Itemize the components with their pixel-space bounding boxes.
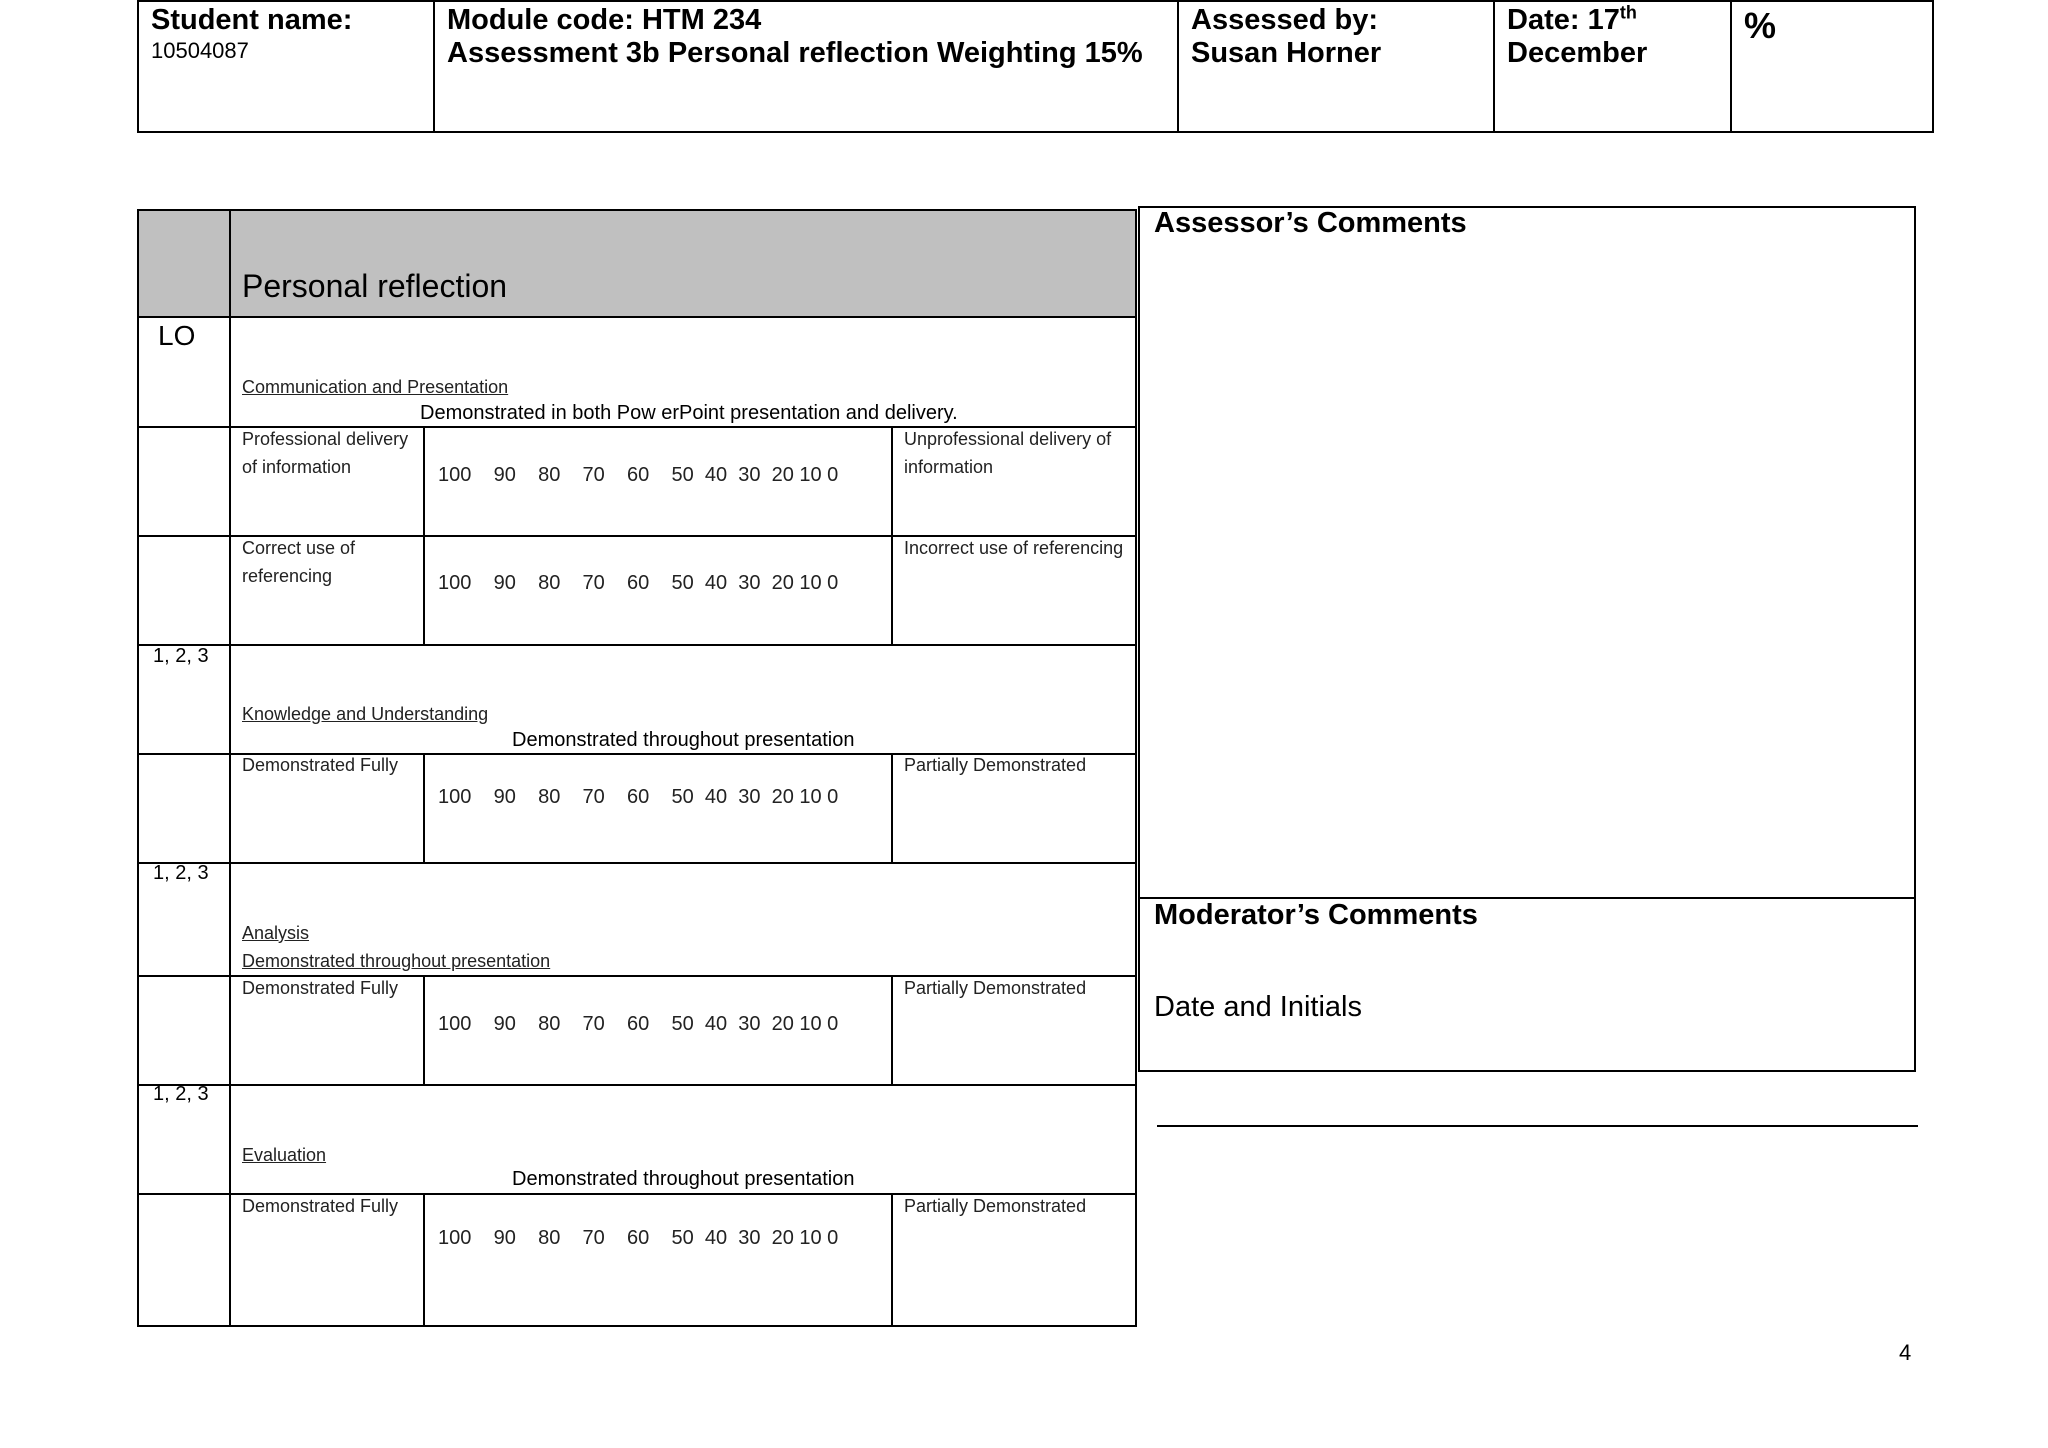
student-id: 10504087: [151, 38, 249, 63]
score-scale: 100 90 80 70 60 50 40 30 20 10 0: [438, 572, 839, 594]
criterion-right: Unprofessional delivery of information: [904, 429, 1112, 477]
student-cell: [139, 2, 435, 131]
section-note-communication: Demonstrated in both Pow erPoint presentation and delivery.: [420, 402, 958, 424]
lo-value: 1, 2, 3: [153, 645, 209, 667]
section-heading-analysis: Analysis: [242, 923, 310, 943]
score-scale: 100 90 80 70 60 50 40 30 20 10 0: [438, 464, 839, 486]
date-cell: [1495, 2, 1732, 131]
date-suffix: th: [1619, 2, 1637, 23]
moderator-comments-title: Moderator’s Comments: [1154, 899, 1478, 931]
comments-box: [1138, 206, 1916, 1072]
module-cell: [435, 2, 1179, 131]
date-initials-label: Date and Initials: [1154, 991, 1362, 1023]
lo-value: 1, 2, 3: [153, 1083, 209, 1105]
section-heading-communication: Communication and Presentation: [242, 377, 509, 397]
student-label: Student name:: [151, 4, 353, 36]
module-code: Module code: HTM 234: [447, 4, 762, 36]
criterion-right: Partially Demonstrated: [904, 755, 1087, 775]
header-table: [137, 0, 1934, 133]
score-scale: 100 90 80 70 60 50 40 30 20 10 0: [438, 1013, 839, 1035]
section-note-evaluation: Demonstrated throughout presentation: [512, 1168, 855, 1190]
criterion-left: Correct use of referencing: [242, 538, 356, 586]
page-number: 4: [1899, 1340, 1912, 1365]
section-note-analysis: Demonstrated throughout presentation: [242, 951, 551, 971]
assessed-by-label: Assessed by:: [1191, 4, 1378, 36]
criterion-left: Professional delivery of information: [242, 429, 409, 477]
assessor-cell: [1179, 2, 1495, 131]
assessor-name: Susan Horner: [1191, 37, 1382, 69]
percent-label: %: [1744, 5, 1777, 46]
rubric-title: Personal reflection: [242, 268, 508, 304]
section-heading-evaluation: Evaluation: [242, 1145, 327, 1165]
criterion-left: Demonstrated Fully: [242, 978, 399, 998]
lo-header: LO: [158, 320, 196, 351]
criterion-right: Partially Demonstrated: [904, 1196, 1087, 1216]
score-scale: 100 90 80 70 60 50 40 30 20 10 0: [438, 1227, 839, 1249]
section-heading-knowledge: Knowledge and Understanding: [242, 704, 489, 724]
criterion-right: Incorrect use of referencing: [904, 538, 1124, 558]
score-scale: 100 90 80 70 60 50 40 30 20 10 0: [438, 786, 839, 808]
signature-line: [1157, 1125, 1918, 1127]
percent-cell: [1732, 2, 1932, 131]
date-month: December: [1507, 37, 1648, 69]
date-label: Date: 17: [1507, 4, 1620, 36]
lo-value: 1, 2, 3: [153, 862, 209, 884]
criterion-left: Demonstrated Fully: [242, 1196, 399, 1216]
section-note-knowledge: Demonstrated throughout presentation: [512, 729, 855, 751]
criterion-left: Demonstrated Fully: [242, 755, 399, 775]
assessment-title: Assessment 3b Personal reflection Weighting 15%: [447, 37, 1143, 69]
criterion-right: Partially Demonstrated: [904, 978, 1087, 998]
assessor-comments-title: Assessor’s Comments: [1154, 207, 1467, 239]
